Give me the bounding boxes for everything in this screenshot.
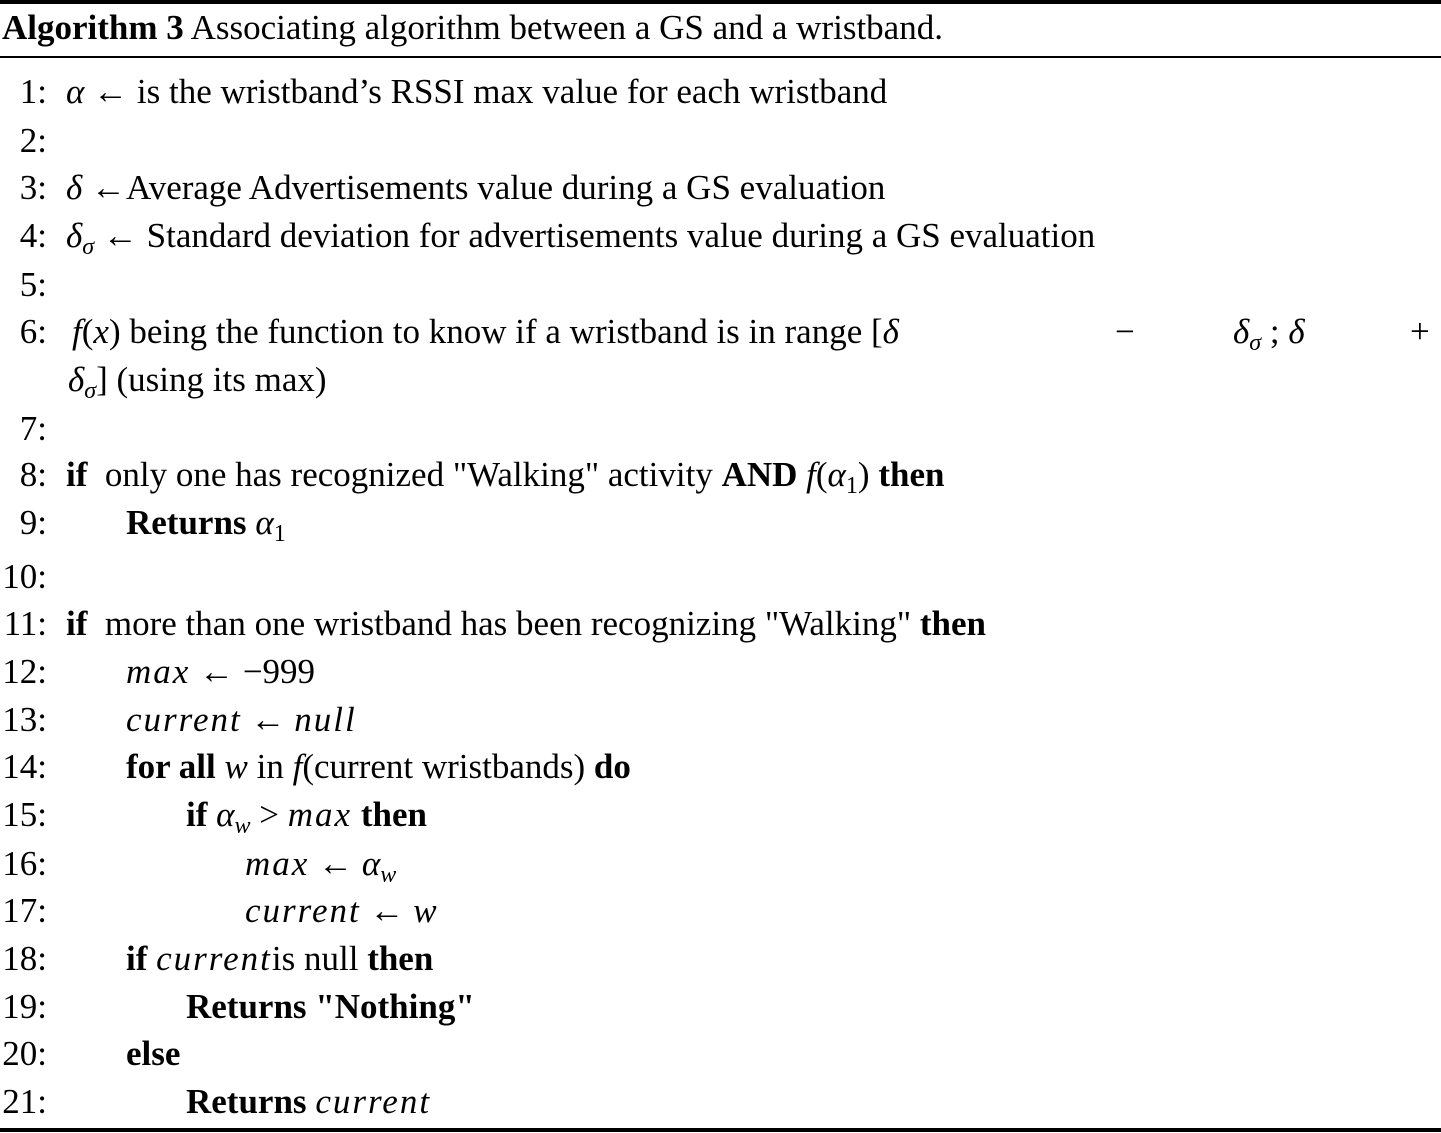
line-number: 8:: [19, 455, 47, 494]
f-symbol: f: [292, 747, 303, 786]
keyword-then: then: [360, 795, 427, 834]
var-current: current: [315, 1082, 432, 1121]
line-number: 7:: [19, 409, 47, 448]
assign-arrow: ←: [102, 216, 138, 255]
line-text: Standard deviation for advertisements value during a GS evaluation: [146, 216, 1096, 255]
line-number: 6:: [19, 312, 47, 351]
keyword-if: if: [186, 795, 208, 834]
line-text: (using its max): [116, 360, 327, 399]
w-subscript: w: [234, 813, 251, 839]
delta-symbol: δ: [882, 312, 899, 351]
alpha-symbol: α: [216, 795, 235, 834]
line-number: 18:: [2, 939, 47, 978]
keyword-returns: Returns: [186, 1082, 307, 1121]
var-max: max: [245, 844, 310, 883]
var-current: current: [156, 939, 272, 978]
delta-symbol: δ: [66, 216, 83, 255]
value-minus-999: −999: [242, 652, 316, 691]
var-current: current: [126, 700, 242, 739]
line-text: being the function to know if a wristband is in range: [129, 312, 863, 351]
w-symbol: w: [413, 891, 437, 930]
minus-sign: −: [1115, 312, 1135, 351]
semicolon: ;: [1269, 312, 1280, 351]
subscript-one: 1: [845, 473, 858, 499]
keyword-if: if: [66, 604, 88, 643]
line-text: Average Advertisements value during a GS evaluation: [126, 168, 886, 207]
line-text: is null: [271, 939, 359, 978]
sigma-subscript: σ: [84, 378, 97, 404]
var-max: max: [126, 652, 191, 691]
keyword-else: else: [126, 1034, 181, 1073]
delta-symbol: δ: [68, 360, 85, 399]
line-number: 10:: [2, 557, 47, 596]
line-number: 20:: [2, 1034, 47, 1073]
line-number: 19:: [2, 987, 47, 1026]
word-in: in: [256, 747, 284, 786]
x-symbol: x: [93, 312, 109, 351]
var-current: current: [245, 891, 361, 930]
delta-symbol: δ: [1288, 312, 1305, 351]
bracket: ]: [96, 360, 108, 399]
paren: ): [108, 312, 121, 351]
line-number: 2:: [19, 121, 47, 160]
line-number: 21:: [2, 1082, 47, 1121]
subscript-one: 1: [273, 521, 286, 547]
line-number: 16:: [2, 844, 47, 883]
line-number: 11:: [3, 604, 47, 643]
sigma-subscript: σ: [1249, 330, 1262, 356]
bracket: [: [871, 312, 883, 351]
keyword-if: if: [66, 455, 88, 494]
f-symbol: f: [72, 312, 82, 351]
paren: ): [857, 455, 870, 494]
plus-sign: +: [1410, 312, 1430, 351]
assign-arrow: ←: [250, 700, 286, 739]
keyword-returns: Returns: [186, 987, 307, 1026]
bottom-rule: [0, 1128, 1441, 1132]
keyword-then: then: [367, 939, 434, 978]
assign-arrow: ←: [369, 891, 405, 930]
keyword-if: if: [126, 939, 148, 978]
paren: (: [815, 455, 828, 494]
line-number: 14:: [2, 747, 47, 786]
line-number: 15:: [2, 795, 47, 834]
assign-arrow: ←: [93, 72, 129, 111]
line-number: 13:: [2, 700, 47, 739]
paren: (: [81, 312, 94, 351]
algorithm-title: Associating algorithm between a GS and a wristband.: [190, 8, 943, 47]
alpha-symbol: α: [255, 503, 274, 542]
w-subscript: w: [380, 862, 397, 888]
keyword-for-all: for all: [126, 747, 216, 786]
keyword-returns: Returns: [126, 503, 247, 542]
function-argument: (current wristbands): [302, 747, 586, 786]
line-number: 3:: [19, 168, 47, 207]
line-number: 1:: [19, 72, 47, 111]
delta-symbol: δ: [66, 168, 83, 207]
line-number: 12:: [2, 652, 47, 691]
line-text: only one has recognized "Walking" activity: [104, 455, 713, 494]
line-number: 4:: [19, 216, 47, 255]
var-null: null: [294, 700, 357, 739]
line-number: 9:: [19, 503, 47, 542]
line-number: 17:: [2, 891, 47, 930]
alpha-symbol: α: [361, 844, 381, 883]
assign-arrow: ←: [318, 844, 354, 883]
w-symbol: w: [224, 747, 248, 786]
line-text: is the wristband’s RSSI max value for each wristband: [136, 72, 888, 111]
assign-arrow: ←: [91, 168, 127, 207]
keyword-then: then: [919, 604, 986, 643]
alpha-symbol: α: [66, 72, 85, 111]
sigma-subscript: σ: [82, 234, 95, 260]
return-value: "Nothing": [315, 987, 475, 1026]
keyword-and: AND: [721, 455, 798, 494]
keyword-then: then: [878, 455, 945, 494]
algorithm-label: Algorithm 3: [2, 8, 184, 47]
caption-rule: [0, 56, 1441, 58]
assign-arrow: ←: [199, 652, 235, 691]
keyword-do: do: [593, 747, 631, 786]
algorithm-caption: [2, 4, 943, 54]
f-symbol: f: [806, 455, 816, 494]
delta-symbol: δ: [1233, 312, 1250, 351]
var-max: max: [287, 795, 353, 834]
line-number: 5:: [19, 265, 47, 304]
alpha-symbol: α: [827, 455, 846, 494]
line-text: more than one wristband has been recognizing "Walking": [104, 604, 912, 643]
greater-than: >: [259, 795, 280, 834]
